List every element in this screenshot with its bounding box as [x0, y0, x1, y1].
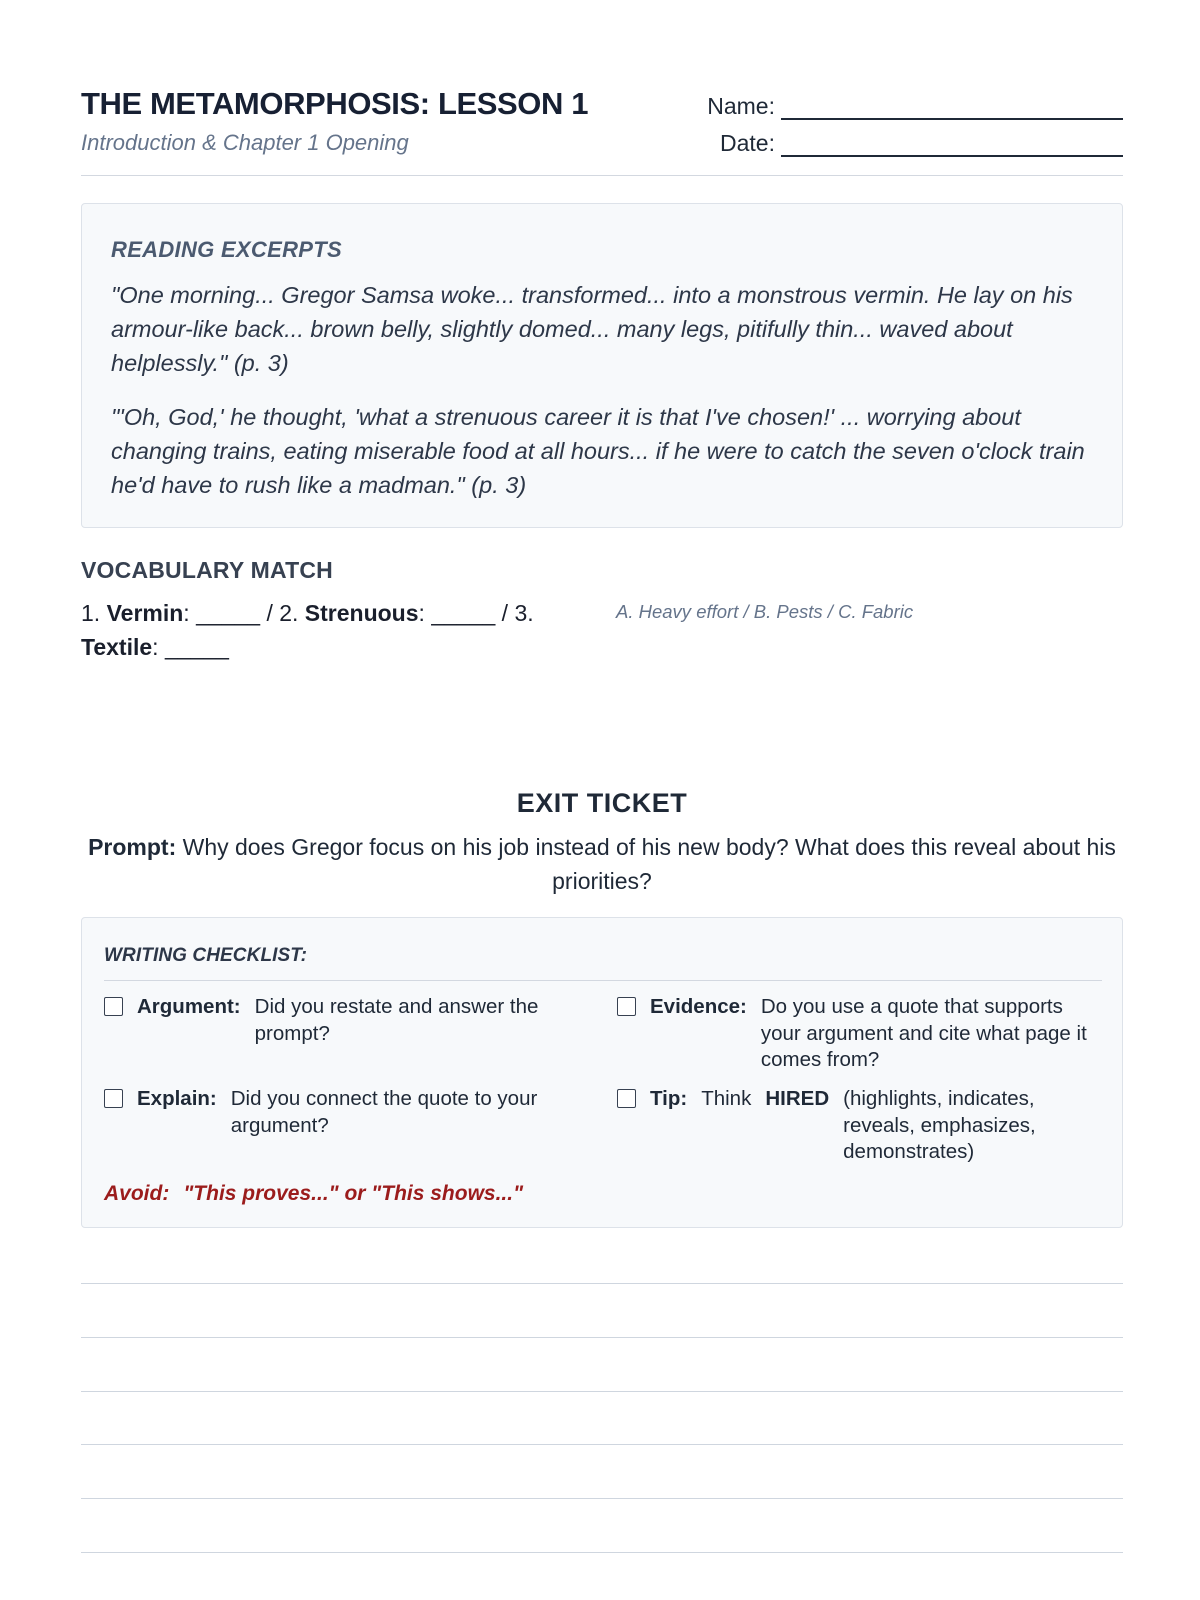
- vocab-word: Vermin: [106, 600, 184, 626]
- checklist-item-evidence: [617, 994, 1102, 1074]
- writing-checklist-box: [81, 917, 1123, 1228]
- checklist-item-text: Did you restate and answer the prompt?: [254, 995, 539, 1045]
- vocab-number: 1.: [81, 600, 101, 626]
- checklist-item-text: Did you connect the quote to your argument?: [230, 1087, 538, 1137]
- checklist-item-label: Argument:: [137, 995, 241, 1018]
- checklist-item-label: Explain:: [137, 1087, 217, 1110]
- checklist-heading: WRITING CHECKLIST:: [104, 945, 308, 966]
- vocab-word: Textile: [81, 634, 153, 660]
- date-label: Date:: [720, 130, 775, 156]
- name-field: [707, 93, 1123, 120]
- writing-line[interactable]: [81, 1337, 1123, 1338]
- exit-ticket-heading: EXIT TICKET: [516, 788, 688, 818]
- checklist-item-explain: [104, 1086, 574, 1139]
- vocabulary-heading: VOCABULARY MATCH: [81, 557, 333, 583]
- vocabulary-items: 1. Vermin: _____ / 2. Strenuous: _____ / 3. Textile: _____: [81, 600, 534, 660]
- tip-think: Think: [701, 1087, 752, 1110]
- date-field: [720, 130, 1123, 157]
- avoid-text: "This proves..." or "This shows...": [183, 1182, 524, 1205]
- vocab-blank[interactable]: _____: [164, 634, 229, 660]
- page-subtitle: Introduction & Chapter 1 Opening: [81, 130, 409, 155]
- writing-line[interactable]: [81, 1498, 1123, 1499]
- name-blank-line[interactable]: [781, 98, 1123, 120]
- reading-excerpts-box: [81, 203, 1123, 528]
- checkbox[interactable]: [617, 997, 636, 1016]
- excerpt-2: "'Oh, God,' he thought, 'what a strenuous career it is that I've chosen!' ... worrying about changing trains, eating miserable food at all hours... if he were to catch the seven o'clock train he'd have to rush like a madman." (p. 3): [111, 404, 1085, 498]
- name-label: Name:: [707, 93, 775, 119]
- vocab-blank[interactable]: _____: [196, 600, 261, 626]
- vocab-word: Strenuous: [304, 600, 419, 626]
- checklist-item-argument: [104, 994, 574, 1047]
- vocab-number: 3.: [514, 600, 534, 626]
- checklist-divider: [104, 980, 1102, 981]
- excerpt-1: "One morning... Gregor Samsa woke... transformed... into a monstrous vermin. He lay on his armour-like back... brown belly, slightly domed... many legs, pitifully thin... waved about helplessly." (p. 3): [111, 282, 1073, 376]
- reading-heading: READING EXCERPTS: [111, 237, 342, 262]
- vocab-number: 2.: [279, 600, 299, 626]
- avoid-label: Avoid:: [104, 1182, 170, 1205]
- vocab-separator: /: [501, 600, 509, 626]
- writing-line[interactable]: [81, 1552, 1123, 1553]
- checklist-item-label: Tip:: [650, 1087, 688, 1110]
- prompt-text: Why does Gregor focus on his job instead of his new body? What does this reveal about his priorities?: [182, 834, 1116, 894]
- writing-line[interactable]: [81, 1283, 1123, 1284]
- vocab-blank[interactable]: _____: [431, 600, 496, 626]
- vocab-separator: /: [266, 600, 273, 626]
- prompt-label: Prompt:: [88, 834, 177, 860]
- writing-line[interactable]: [81, 1444, 1123, 1445]
- date-blank-line[interactable]: [781, 135, 1123, 157]
- checklist-item-label: Evidence:: [650, 995, 747, 1018]
- checkbox[interactable]: [104, 997, 123, 1016]
- exit-ticket-prompt: [81, 830, 1123, 898]
- checklist-item-tip: [617, 1086, 1102, 1166]
- checklist-item-text: Do you use a quote that supports your argument and cite what page it comes from?: [760, 995, 1087, 1071]
- writing-line[interactable]: [81, 1391, 1123, 1392]
- page-title: THE METAMORPHOSIS: LESSON 1: [81, 86, 589, 121]
- vocabulary-answer-key: A. Heavy effort / B. Pests / C. Fabric: [616, 601, 914, 622]
- avoid-note: [104, 1182, 523, 1206]
- tip-acronym: HIRED: [765, 1087, 830, 1110]
- checklist-item-text: (highlights, indicates, reveals, emphasizes, demonstrates): [843, 1087, 1036, 1163]
- checkbox[interactable]: [617, 1089, 636, 1108]
- checkbox[interactable]: [104, 1089, 123, 1108]
- worksheet-header: [81, 82, 1123, 176]
